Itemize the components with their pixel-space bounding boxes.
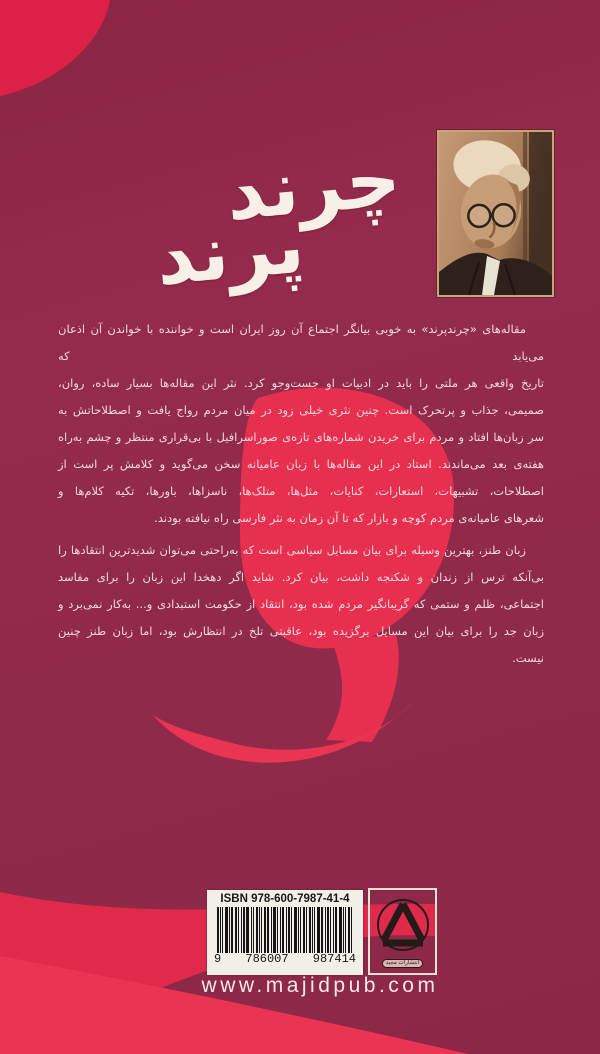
blurb-line: اجتماعی، ظلم و ستمی که گریبانگیر مردم شده بود، انتقاد از حکومت استبدادی و... به‌کار نمی‌برد و [58,597,544,611]
isbn-barcode-block [207,890,363,975]
barcode-digit-group: 987414 [312,952,356,966]
blurb-paragraph-1 [58,316,544,532]
blurb-line: صمیمی، جذاب و پرتحرک است. چنین نثری خیلی زود در میان مردم رواج یافت و اصطلاحاتش به [58,403,544,417]
blurb-line: زبان طنز، بهترین وسیله برای بیان مسایل سیاسی است که به‌راحتی می‌توان شدیدترین انتقادها را [58,543,526,557]
publisher-logo [368,888,437,975]
blurb-line: سر زبان‌ها افتاد و مردم برای خریدن شماره‌های تازه‌ی صوراسرافیل با بی‌قراری منتظر و چشم به‌راه [58,430,544,444]
publisher-logo-caption: انتشارات مجید [382,959,423,968]
blurb-line: نیست. [512,651,544,665]
author-portrait-photo [437,130,554,297]
blurb-line: زبان جد را برای بیان این مسایل برگزیده بود، عاقبتی تلخ در انتظارش بود، اما زبان طنز چنین [58,624,544,638]
author-portrait-illustration [439,132,552,295]
blurb-line: هفته‌ی بعد می‌ماندند. استاد در این مقاله‌ها با زبان عامیانه سخن می‌گوید و کلامش پر است از [58,457,544,471]
barcode-digit-group: 9 [214,952,222,966]
publisher-triangle-logo-icon [374,895,432,957]
blurb-line: بی‌آنکه ترس از زندان و شکنجه داشت، بیان کرد. شاید اگر دهخدا این زبان را برای مفاسد [58,570,544,584]
barcode-digits [212,953,358,966]
blurb-line: اصطلاحات، تشبیهات، استعارات، کنایات، مثل‌ها، متلک‌ها، ناسزاها، باورها، تکیه کلام‌ها و [58,484,544,498]
book-title-word-2: پرند [152,200,308,303]
book-title-word-1: چرند [222,133,405,238]
publisher-website-url: www.majidpub.com [201,974,439,997]
blurb-paragraph-2 [58,537,544,672]
blurb-line: شعرهای عامیانه‌ی مردم کوچه و بازار که تا آن زمان به نثر فارسی راه نیافته بودند. [154,511,544,525]
isbn-label: ISBN 978-600-7987-41-4 [220,893,350,905]
barcode-bars [217,907,354,953]
back-cover-blurb [58,316,544,677]
barcode-digit-group: 786007 [245,952,289,966]
blurb-line: مقاله‌های «چرندپرند» به خوبی بیانگر اجتماع آن روز ایران است و خواننده با خواندن آن اذعان می‌یابد که [58,322,544,363]
blurb-line: تاریخ واقعی هر ملتی را باید در ادبیات او جست‌وجو کرد. نثر این مقاله‌ها بسیار ساده، روان، [58,376,544,390]
